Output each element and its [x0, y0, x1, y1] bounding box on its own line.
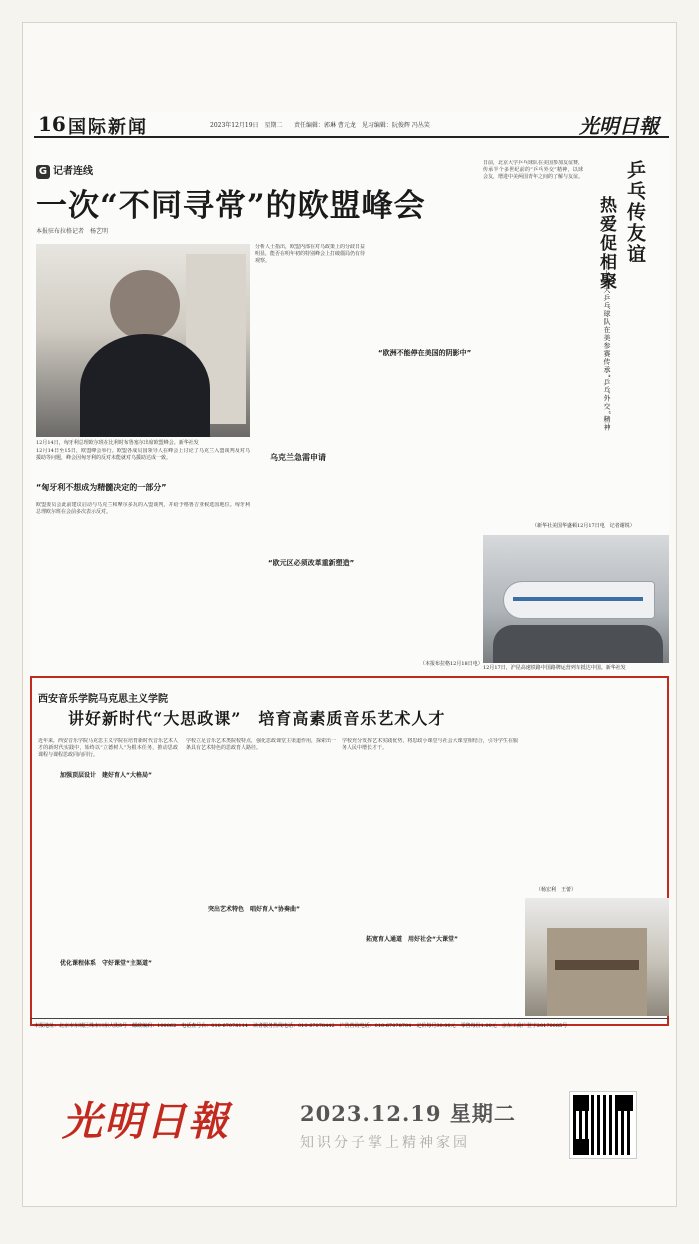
byline: 本报驻布拉格记者 杨艺明: [36, 228, 109, 235]
article-body-1: 12月14日至15日，欧盟峰会举行。欧盟各成员国领导人在峰会上讨论了乌克兰入盟谈判及对乌援助等问题，峰会因匈牙利的反对未能就对乌援助达成一致。: [36, 448, 250, 461]
side-headline-2: 热爱促相聚: [596, 196, 616, 291]
side-subtitle: ——北大乒乓球队在美参赛传承“乒乓外交”精神: [603, 262, 611, 432]
feature-subhead-3: 突出艺术特色 唱好育人“协奏曲”: [208, 906, 300, 913]
train-photo: [483, 535, 669, 663]
subhead-4: “欧元区必须改革重新塑造”: [268, 559, 355, 567]
feature-subhead-2: 优化课程体系 守好课堂“主渠道”: [60, 960, 152, 967]
feature-subhead-1: 加强顶层设计 建好育人“大格局”: [60, 772, 152, 779]
article-body-2: 欧盟委员会此前建议启动与乌克兰和摩尔多瓦的入盟谈判，并给予格鲁吉亚候选国地位。匈牙利总理欧尔班在会前多次表示反对。: [36, 502, 250, 515]
main-photo: [36, 244, 250, 437]
kicker-label: 记者连线: [53, 166, 93, 177]
photo-caption: 12月14日，匈牙利总理欧尔班在比利时布鲁塞尔出席欧盟峰会。新华社发: [36, 440, 199, 446]
masthead-logo: 光明日報: [579, 114, 659, 138]
side-headline-1: 乒乓传友谊: [624, 160, 646, 265]
g-logo-icon: G: [36, 165, 50, 179]
section-title: 国际新闻: [68, 117, 148, 138]
feature-body-1: 近年来，西安音乐学院马克思主义学院在培育新时代音乐艺术人才的新时代实践中，始终以“立德树人”为根本任务，推动思政课程与课程思政同向同行。: [38, 738, 178, 758]
footer-info: 本报地址：北京市东城区珠市口东大街5号 邮政编码：100062 电话查号台：010-67078114 读者服务热线电话：010-67078442 广告咨询电话：010-67078794 定价每月30.00元 零售每份1.00元 京东工商广登字20170085号: [30, 1018, 669, 1034]
page-header: [34, 112, 669, 138]
feature-photo: [525, 898, 669, 1016]
brand-logo: 光明日報: [62, 1098, 230, 1145]
brand-date: 2023.12.19 星期二: [300, 1101, 516, 1126]
feature-school: 西安音乐学院马克思主义学院: [38, 694, 168, 705]
article-body-3: 分析人士指出，欧盟内部在对乌政策上的分歧日益明显，能否在明年初的特别峰会上打破僵局仍有待观察。: [255, 244, 365, 264]
end-note: （本报布拉格12月18日电）: [420, 661, 483, 667]
feature-body-3: 学校充分发挥艺术实践优势，将思政小课堂与社会大课堂相结合，引导学生在服务人民中增长才干。: [342, 738, 518, 751]
issue-date: 2023年12月19日 星期二: [210, 122, 283, 129]
feature-body-2: 学校立足音乐艺术类院校特点，强化思政课堂主渠道作用，探索出一条具有艺术特色的思政育人路径。: [186, 738, 336, 751]
feature-credit: （杨宏利 王蕾）: [536, 887, 577, 893]
subhead-2: 乌克兰急需申请: [270, 453, 326, 462]
feature-subhead-4: 拓宽育人通道 用好社会“大课堂”: [366, 936, 458, 943]
side-body: 日前，北京大学乒乓球队在美国参加友谊赛，传承半个多世纪前的“乒乓外交”精神，以球会友，增进中美两国青年之间的了解与友谊。: [483, 160, 583, 180]
train-caption: 12月17日，沪昆高速铁路中国路牌运营列车抵达中国。新华社发: [483, 665, 626, 671]
editor-line: 责任编辑：郭琳 曹元龙 见习编辑：阮俊辉 冯丛笑: [294, 122, 430, 129]
brand-slogan: 知识分子掌上精神家园: [300, 1135, 470, 1151]
page-number: 16: [38, 112, 66, 136]
side-credit: （新华社美国华盛顿12月17日电 记者谢锐）: [532, 523, 635, 529]
subhead-1: “匈牙利不想成为精髓决定的一部分”: [36, 483, 167, 492]
qr-code-icon[interactable]: [570, 1092, 636, 1158]
main-headline: 一次“不同寻常”的欧盟峰会: [36, 188, 426, 224]
kicker: [36, 162, 93, 179]
feature-headline: 讲好新时代“大思政课” 培育高素质音乐艺术人才: [68, 709, 446, 728]
subhead-3: “欧洲不能停在美国的阴影中”: [378, 349, 472, 357]
